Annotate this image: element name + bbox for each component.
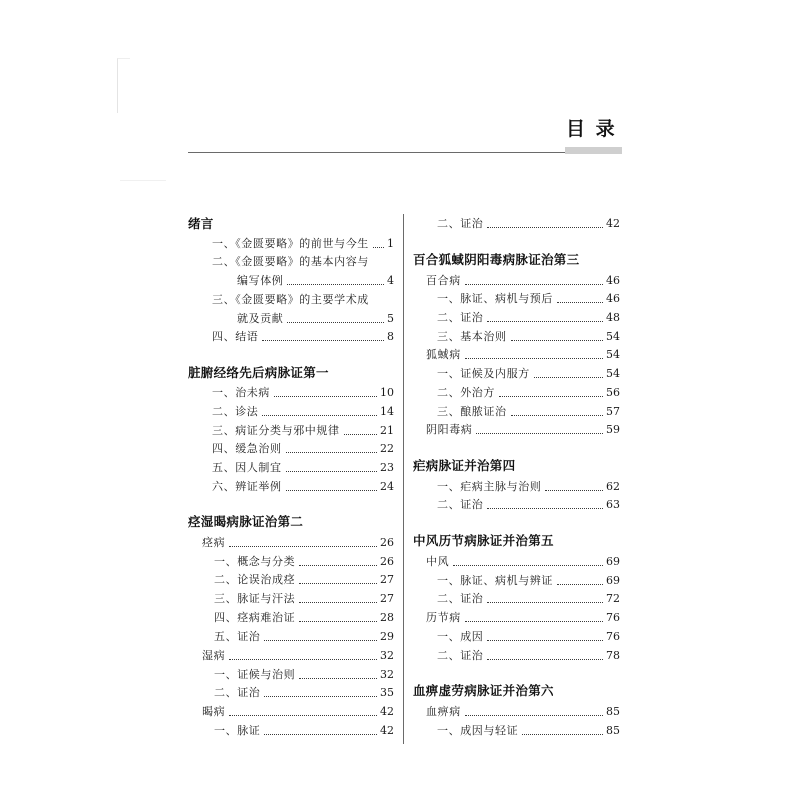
entry-title: 二、证治 — [437, 311, 484, 324]
page-number: 54 — [606, 330, 620, 343]
toc-subsection — [426, 554, 620, 570]
leader-dots — [465, 621, 603, 622]
page-number: 26 — [380, 555, 394, 568]
page-number: 48 — [606, 311, 620, 324]
page-number: 57 — [606, 405, 620, 418]
toc-subsection — [426, 610, 620, 626]
section-title: 痉湿暍病脉证治第二 — [188, 514, 304, 529]
entry-title: 二、证治 — [437, 592, 484, 605]
leader-dots — [487, 508, 603, 509]
page-number: 46 — [606, 292, 620, 305]
entry-title: 四、痉病难治证 — [214, 611, 296, 624]
toc-entry — [437, 216, 620, 232]
toc-subsection — [426, 422, 620, 438]
section-title: 绪言 — [188, 216, 214, 231]
entry-title: 暍病 — [202, 705, 226, 718]
entry-title: 三、《金匮要略》的主要学术成 — [212, 293, 369, 306]
page-number: 14 — [380, 405, 394, 418]
entry-title: 一、脉证 — [214, 724, 261, 737]
page-number: 54 — [606, 367, 620, 380]
entry-title: 二、证治 — [437, 649, 484, 662]
toc-entry — [214, 554, 394, 570]
leader-dots — [299, 602, 377, 603]
page-number: 27 — [380, 592, 394, 605]
leader-dots — [262, 340, 384, 341]
toc-subsection — [202, 535, 394, 551]
section-title: 脏腑经络先后病脉证第一 — [188, 365, 329, 380]
leader-dots — [373, 247, 384, 248]
entry-title: 一、《金匮要略》的前世与今生 — [212, 237, 369, 250]
leader-dots — [476, 433, 603, 434]
page-number: 8 — [387, 330, 394, 343]
leader-dots — [522, 734, 603, 735]
toc-entry — [214, 610, 394, 626]
entry-title: 二、外治方 — [437, 386, 495, 399]
page-number: 10 — [380, 386, 394, 399]
entry-title: 血痹病 — [426, 705, 461, 718]
page-number: 63 — [606, 498, 620, 511]
entry-title: 一、概念与分类 — [214, 555, 296, 568]
entry-title: 六、辨证举例 — [212, 480, 282, 493]
page-number: 29 — [380, 630, 394, 643]
leader-dots — [229, 715, 377, 716]
toc-entry — [214, 685, 394, 701]
entry-title: 狐蜮病 — [426, 348, 461, 361]
entry-title: 三、酿脓证治 — [437, 405, 507, 418]
page-number: 5 — [387, 312, 394, 325]
entry-title: 湿病 — [202, 649, 226, 662]
entry-title: 就及贡献 — [237, 312, 284, 325]
entry-title: 历节病 — [426, 611, 461, 624]
toc-entry — [437, 497, 620, 513]
toc-entry — [212, 385, 394, 401]
title-rule — [188, 152, 622, 153]
toc-entry — [437, 385, 620, 401]
toc-entry — [212, 404, 394, 420]
entry-title: 阴阳毒病 — [426, 423, 473, 436]
page-number: 4 — [387, 274, 394, 287]
page-number: 42 — [606, 217, 620, 230]
column-divider — [403, 214, 404, 744]
page-number: 42 — [380, 724, 394, 737]
toc-entry — [212, 460, 394, 476]
page-number: 21 — [380, 424, 394, 437]
toc-entry — [214, 667, 394, 683]
leader-dots — [299, 565, 377, 566]
toc-entry — [212, 254, 394, 270]
page-number: 1 — [387, 237, 394, 250]
toc-entry — [214, 591, 394, 607]
toc-subsection — [426, 273, 620, 289]
toc-entry — [437, 573, 620, 589]
leader-dots — [229, 659, 377, 660]
toc-entry — [437, 723, 620, 739]
section-title: 中风历节病脉证并治第五 — [413, 533, 554, 548]
leader-dots — [487, 640, 603, 641]
toc-entry — [214, 723, 394, 739]
page-corner-mark — [117, 58, 130, 113]
entry-title: 五、证治 — [214, 630, 261, 643]
page-number: 42 — [380, 705, 394, 718]
entry-title: 一、治未病 — [212, 386, 270, 399]
entry-title: 一、疟病主脉与治则 — [437, 480, 542, 493]
page-number: 72 — [606, 592, 620, 605]
entry-title: 一、证候及内服方 — [437, 367, 530, 380]
toc-entry — [214, 572, 394, 588]
leader-dots — [287, 322, 384, 323]
page-title: 目 录 — [566, 118, 617, 140]
leader-dots — [487, 321, 603, 322]
toc-section-heading — [413, 683, 620, 699]
leader-dots — [557, 584, 603, 585]
toc-entry — [212, 479, 394, 495]
page-number: 78 — [606, 649, 620, 662]
toc-subsection — [426, 347, 620, 363]
entry-title: 三、基本治则 — [437, 330, 507, 343]
leader-dots — [487, 659, 603, 660]
leader-dots — [511, 415, 603, 416]
toc-entry — [437, 648, 620, 664]
page-number: 59 — [606, 423, 620, 436]
toc-section-heading — [413, 458, 620, 474]
leader-dots — [287, 284, 384, 285]
section-title: 百合狐蜮阴阳毒病脉证治第三 — [413, 252, 580, 267]
entry-title: 四、结语 — [212, 330, 259, 343]
toc-entry — [212, 236, 394, 252]
page-number: 76 — [606, 630, 620, 643]
leader-dots — [264, 734, 377, 735]
page-number: 62 — [606, 480, 620, 493]
toc-entry — [437, 591, 620, 607]
page-edge-mark — [120, 180, 166, 181]
toc-subsection — [202, 648, 394, 664]
toc-entry — [214, 629, 394, 645]
page-number: 56 — [606, 386, 620, 399]
entry-title: 一、证候与治则 — [214, 668, 296, 681]
leader-dots — [264, 640, 377, 641]
toc-entry — [212, 441, 394, 457]
page-number: 26 — [380, 536, 394, 549]
leader-dots — [453, 565, 603, 566]
leader-dots — [229, 546, 377, 547]
page-number: 27 — [380, 573, 394, 586]
toc-entry-continuation — [237, 311, 394, 327]
leader-dots — [465, 284, 603, 285]
page-number: 76 — [606, 611, 620, 624]
section-title: 疟病脉证并治第四 — [413, 458, 516, 473]
leader-dots — [299, 621, 377, 622]
entry-title: 二、诊法 — [212, 405, 259, 418]
toc-entry — [212, 423, 394, 439]
leader-dots — [262, 415, 377, 416]
toc-subsection — [202, 704, 394, 720]
entry-title: 痉病 — [202, 536, 226, 549]
page-number: 54 — [606, 348, 620, 361]
toc-entry-continuation — [237, 273, 394, 289]
leader-dots — [465, 358, 603, 359]
leader-dots — [511, 340, 603, 341]
page-number: 32 — [380, 668, 394, 681]
toc-section-heading — [413, 533, 620, 549]
entry-title: 中风 — [426, 555, 450, 568]
entry-title: 二、证治 — [437, 217, 484, 230]
leader-dots — [299, 583, 377, 584]
toc-entry — [212, 329, 394, 345]
entry-title: 三、病证分类与邪中规律 — [212, 424, 340, 437]
entry-title: 百合病 — [426, 274, 461, 287]
entry-title: 一、脉证、病机与辨证 — [437, 574, 553, 587]
entry-title: 二、证治 — [214, 686, 261, 699]
entry-title: 一、脉证、病机与预后 — [437, 292, 553, 305]
toc-entry — [437, 329, 620, 345]
leader-dots — [264, 696, 377, 697]
toc-entry — [437, 629, 620, 645]
title-rule-accent — [565, 147, 622, 154]
leader-dots — [286, 452, 377, 453]
toc-entry — [437, 404, 620, 420]
entry-title: 二、论误治成痉 — [214, 573, 296, 586]
page-number: 24 — [380, 480, 394, 493]
page-number: 22 — [380, 442, 394, 455]
entry-title: 五、因人制宜 — [212, 461, 282, 474]
leader-dots — [545, 490, 603, 491]
leader-dots — [299, 678, 377, 679]
leader-dots — [286, 490, 377, 491]
toc-subsection — [426, 704, 620, 720]
page-number: 85 — [606, 724, 620, 737]
entry-title: 四、缓急治则 — [212, 442, 282, 455]
entry-title: 一、成因 — [437, 630, 484, 643]
toc-section-heading — [188, 514, 394, 530]
leader-dots — [465, 715, 603, 716]
entry-title: 二、《金匮要略》的基本内容与 — [212, 255, 369, 268]
page-number: 28 — [380, 611, 394, 624]
toc-entry — [437, 291, 620, 307]
page-number: 85 — [606, 705, 620, 718]
toc-entry — [212, 292, 394, 308]
entry-title: 一、成因与轻证 — [437, 724, 519, 737]
leader-dots — [487, 227, 603, 228]
leader-dots — [487, 602, 603, 603]
page-number: 35 — [380, 686, 394, 699]
page-number: 69 — [606, 555, 620, 568]
page-number: 46 — [606, 274, 620, 287]
page-number: 23 — [380, 461, 394, 474]
toc-entry — [437, 479, 620, 495]
leader-dots — [344, 434, 377, 435]
toc-section-heading — [188, 216, 394, 232]
toc-entry — [437, 366, 620, 382]
page-number: 69 — [606, 574, 620, 587]
toc-entry — [437, 310, 620, 326]
toc-section-heading — [188, 365, 394, 381]
leader-dots — [557, 302, 603, 303]
leader-dots — [274, 396, 377, 397]
entry-title: 三、脉证与汗法 — [214, 592, 296, 605]
section-title: 血痹虚劳病脉证并治第六 — [413, 683, 554, 698]
toc-section-heading — [413, 252, 620, 268]
entry-title: 二、证治 — [437, 498, 484, 511]
entry-title: 编写体例 — [237, 274, 284, 287]
leader-dots — [534, 377, 603, 378]
page-number: 32 — [380, 649, 394, 662]
leader-dots — [499, 396, 603, 397]
leader-dots — [286, 471, 377, 472]
